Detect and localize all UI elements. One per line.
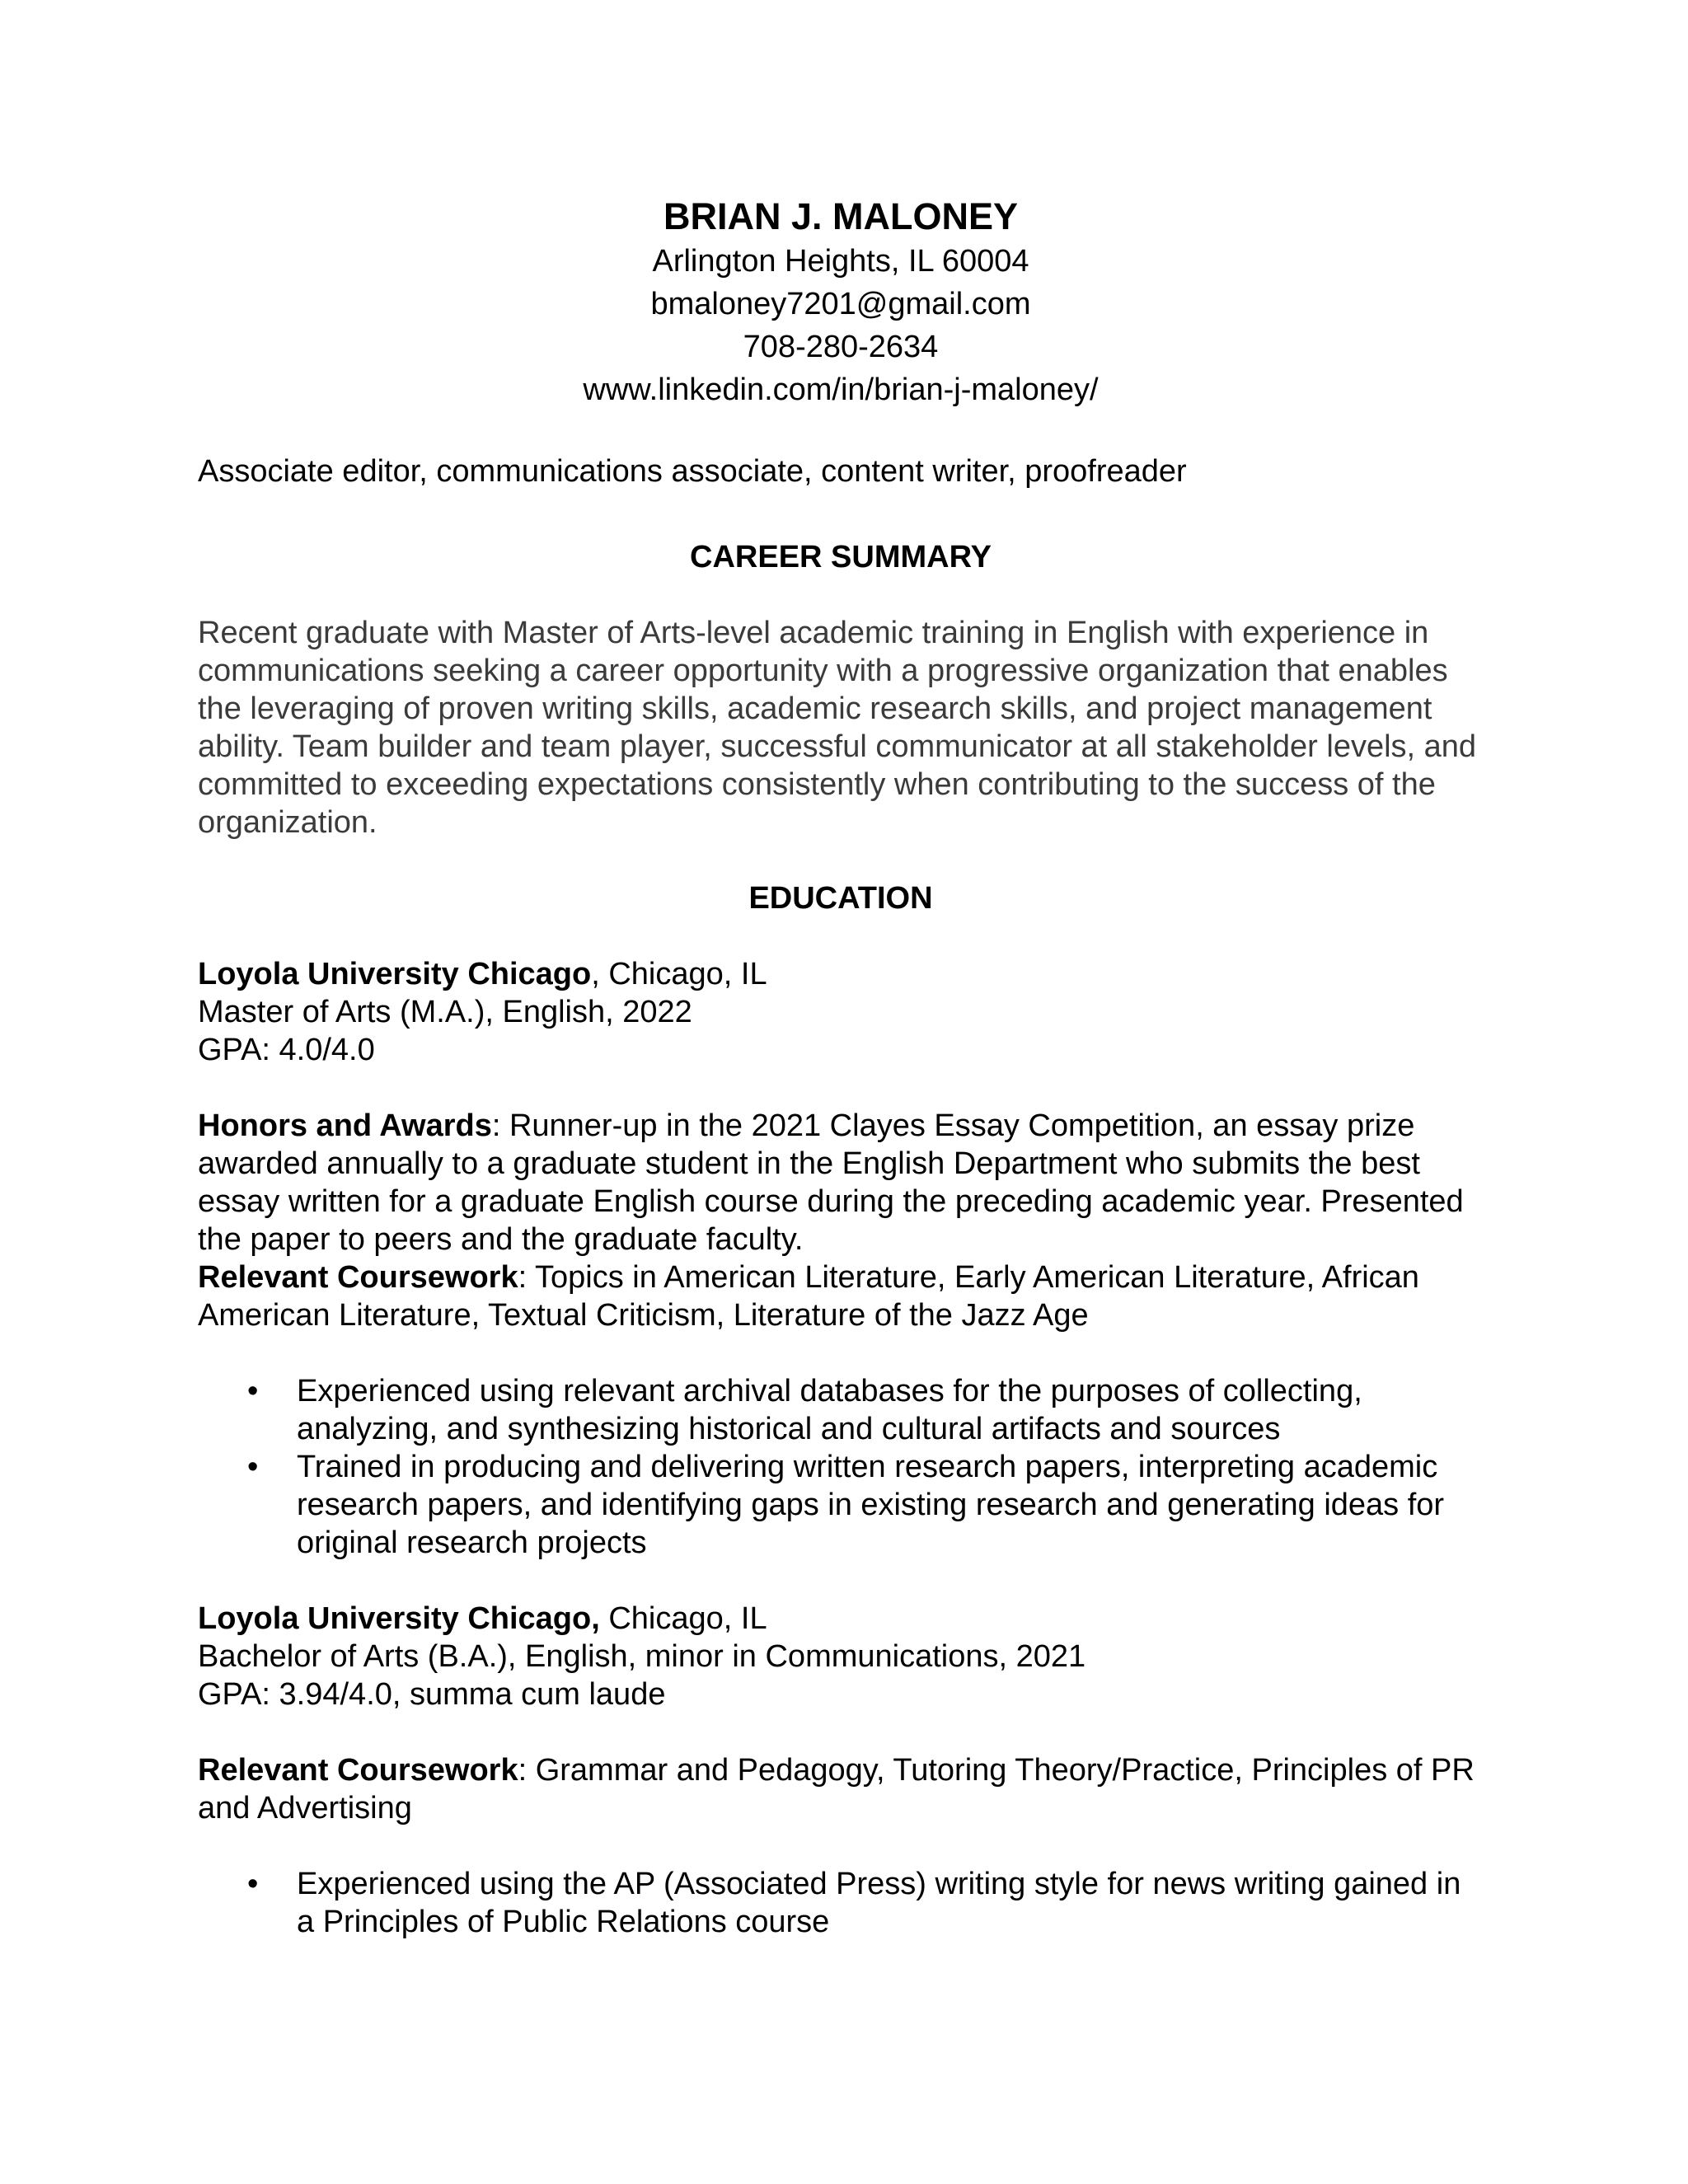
education-heading: EDUCATION (748, 881, 933, 916)
list-item (198, 1448, 1484, 1562)
candidate-location: Arlington Heights, IL 60004 (652, 244, 1029, 279)
masters-location: , Chicago, IL (591, 957, 767, 991)
bachelors-bullet-list (198, 1865, 1484, 1941)
bullet-icon: • (247, 1867, 259, 1901)
masters-degree: Master of Arts (M.A.), English, 2022 (198, 995, 692, 1029)
bachelors-school: Loyola University Chicago, (198, 1601, 600, 1636)
honors-text: : Runner-up in the 2021 Clayes Essay Competition, an essay prize awarded annually to a graduate student in the English Department who submits the best essay written for a graduate English course during the preceding academic year. Presented the paper to peers and the graduate faculty. (198, 1108, 1464, 1257)
career-summary-text: Recent graduate with Master of Arts-level academic training in English with experience in communications seeking a career opportunity with a progressive organization that enables the leveraging of proven writing skills, academic research skills, and project management ability. Team builder and team player, successful communicator at all stakeholder levels, and committed to exceeding expectations consistently when contributing to the success of the organization. (198, 616, 1477, 840)
bullet-text: Trained in producing and delivering written research papers, interpreting academic research papers, and identifying gaps in existing research and generating ideas for original research projects (297, 1450, 1445, 1560)
bachelors-gpa: GPA: 3.94/4.0, summa cum laude (198, 1677, 666, 1712)
masters-school-line (198, 955, 1484, 993)
bachelors-location: Chicago, IL (599, 1601, 767, 1636)
objective-line: Associate editor, communications associate, content writer, proofreader (198, 454, 1187, 489)
masters-gpa: GPA: 4.0/4.0 (198, 1033, 375, 1067)
bullet-text: Experienced using relevant archival databases for the purposes of collecting, analyzing, and synthesizing historical and cultural artifacts and sources (297, 1374, 1362, 1446)
bullet-icon: • (247, 1450, 259, 1484)
bachelors-coursework-label: Relevant Coursework (198, 1753, 518, 1788)
honors-label: Honors and Awards (198, 1108, 492, 1143)
masters-entry (198, 955, 1484, 1562)
resume-header (198, 194, 1484, 411)
bachelors-coursework (198, 1751, 1484, 1827)
masters-school: Loyola University Chicago (198, 957, 592, 991)
candidate-email: bmaloney7201@gmail.com (650, 287, 1031, 321)
candidate-name: BRIAN J. MALONEY (663, 195, 1019, 237)
career-summary-heading: CAREER SUMMARY (690, 540, 992, 574)
masters-coursework (198, 1258, 1484, 1334)
masters-bullet-list (198, 1372, 1484, 1562)
bachelors-coursework-text: : Grammar and Pedagogy, Tutoring Theory/Practice, Principles of PR and Advertising (198, 1753, 1475, 1825)
bachelors-school-line (198, 1600, 1484, 1638)
list-item (198, 1372, 1484, 1448)
masters-coursework-text: : Topics in American Literature, Early American Literature, African American Literature, Textual Criticism, Literature of the Jazz Age (198, 1260, 1419, 1333)
resume-page (198, 194, 1484, 1941)
candidate-phone: 708-280-2634 (743, 330, 939, 364)
bachelors-degree: Bachelor of Arts (B.A.), English, minor in Communications, 2021 (198, 1639, 1086, 1674)
list-item (198, 1865, 1484, 1941)
candidate-linkedin: www.linkedin.com/in/brian-j-maloney/ (583, 373, 1099, 407)
bachelors-entry (198, 1600, 1484, 1941)
masters-honors (198, 1107, 1484, 1258)
bullet-text: Experienced using the AP (Associated Press) writing style for news writing gained in a Principles of Public Relations course (297, 1867, 1461, 1939)
masters-coursework-label: Relevant Coursework (198, 1260, 518, 1295)
bullet-icon: • (247, 1374, 259, 1408)
